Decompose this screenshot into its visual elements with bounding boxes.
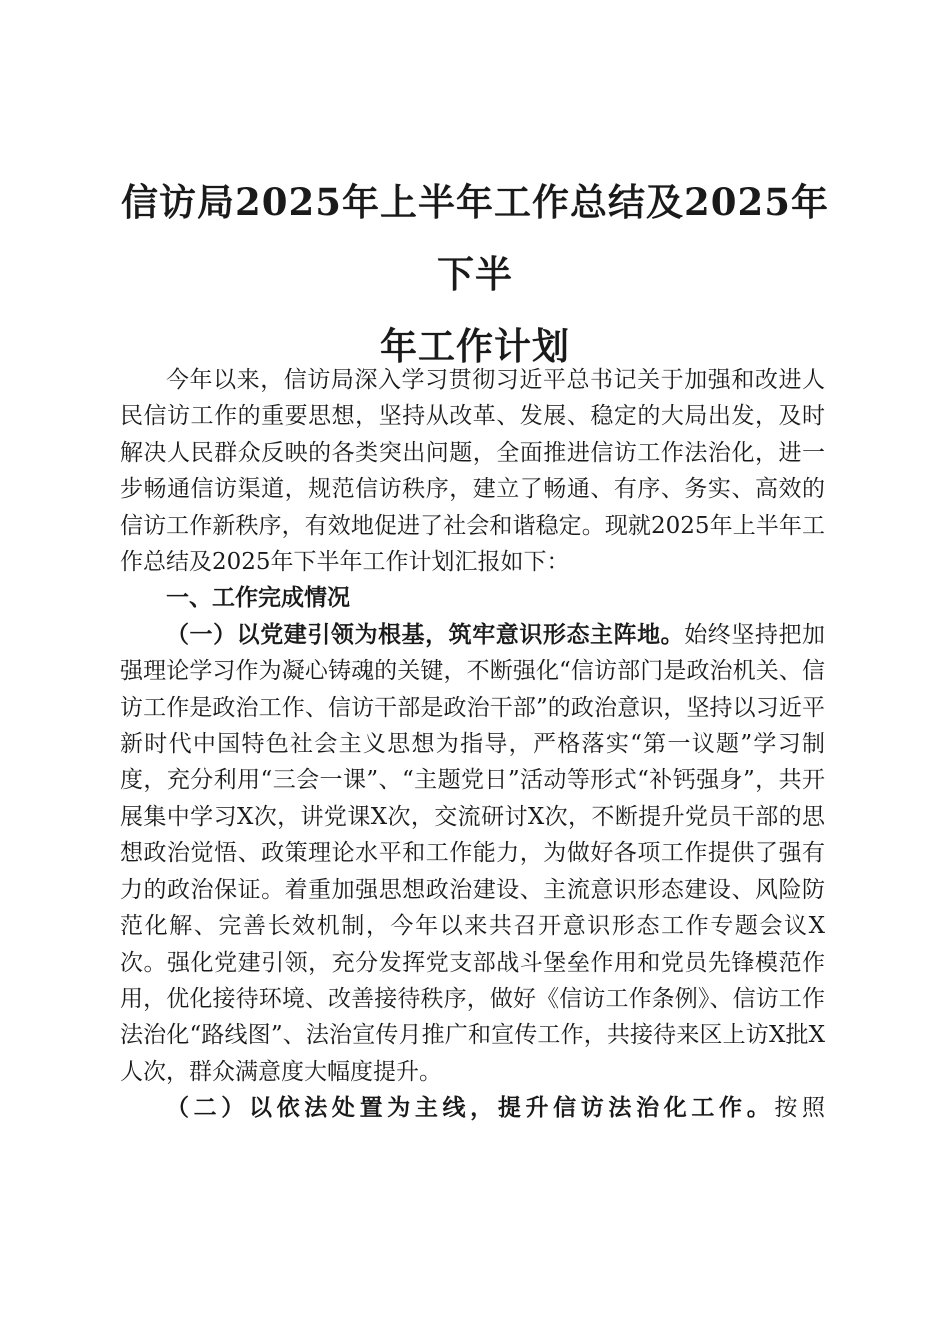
intro-paragraph: 今年以来，信访局深入学习贯彻习近平总书记关于加强和改进人民信访工作的重要思想，坚持从改革、发展、稳定的大局出发，及时解决人民群众反映的各类突出问题，全面推进信访工作法治化，进一步畅通信访渠道，规范信访秩序，建立了畅通、有序、务实、高效的信访工作新秩序，有效地促进了社会和谐稳定。现就2025年上半年工作总结及2025年下半年工作计划汇报如下： — [120, 367, 825, 576]
item-1-body: 始终坚持把加强理论学习作为凝心铸魂的关键，不断强化“信访部门是政治机关、信访工作是政治工作、信访干部是政治干部”的政治意识，坚持以习近平新时代中国特色社会主义思想为指导，严格落实“第一议题”学习制度，充分利用“三会一课”、“主题党日”活动等形式“补钙强身”，共开展集中学习X次，讲党课X次，交流研讨X次，不断提升党员干部的思想政治觉悟、政策理论水平和工作能力，为做好各项工作提供了强有力的政治保证。着重加强思想政治建设、主流意识形态建设、风险防范化解、完善长效机制，今年以来共召开意识形态工作专题会议X次。强化党建引领，充分发挥党支部战斗堡垒作用和党员先锋模范作用，优化接待环境、改善接待秩序，做好《信访工作条例》、信访工作法治化“路线图”、法治宣传月推广和宣传工作，共接待来区上访X批X人次，群众满意度大幅度提升。 — [120, 621, 826, 1085]
item-1-lead: （一）以党建引领为根基，筑牢意识形态主阵地。 — [166, 620, 685, 648]
item-2-lead: （二）以依法处置为主线，提升信访法治化工作。 — [166, 1094, 775, 1122]
title-line-2: 年工作计划 — [380, 324, 570, 368]
section-heading: 一、工作完成情况 — [166, 585, 350, 612]
document-title — [110, 166, 840, 382]
item-2-body: 按照 — [774, 1095, 825, 1122]
title-line-1: 信访局2025年上半年工作总结及2025年下半 — [121, 180, 829, 296]
document-body — [120, 362, 825, 1127]
item-2-paragraph — [120, 1090, 825, 1126]
item-1-paragraph — [120, 617, 825, 1090]
